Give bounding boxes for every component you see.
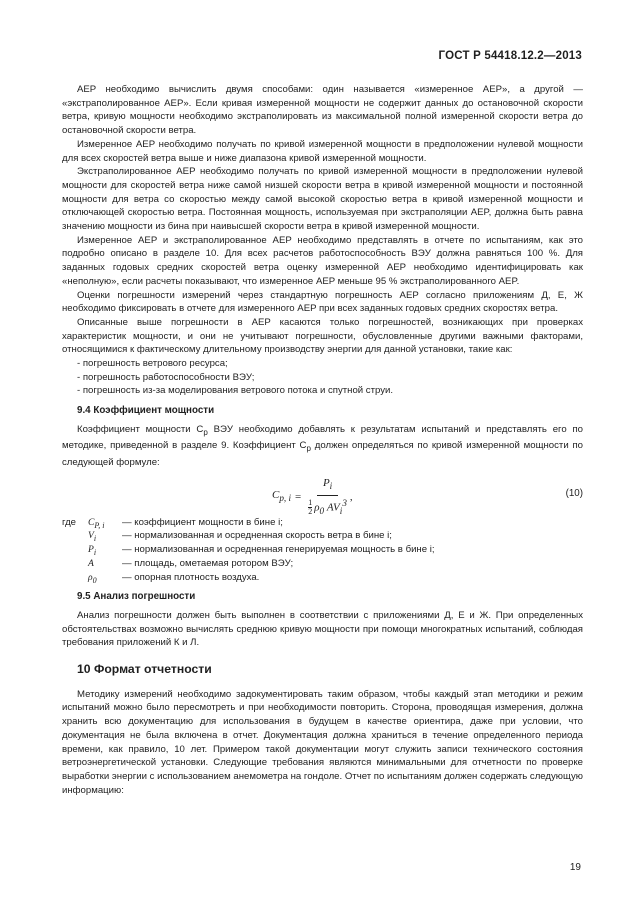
legend-row: $V_i$ — нормализованная и осредненная скорость ветра в бине i; (88, 530, 392, 544)
list-item: - погрешность из-за моделирования ветрового потока и спутной струи. (77, 385, 394, 397)
document-header: ГОСТ Р 54418.12.2—2013 (438, 50, 582, 62)
paragraph: Оценки погрешности измерений через стандартную погрешность AEP согласно приложениям Д, Е, Ж необходимо фиксировать в отчете для измеренного AEP при всех заданных годовых средних скоростях ветра. (62, 289, 583, 315)
paragraph-power-coefficient: Коэффициент мощности $C_p$ ВЭУ необходимо добавлять к результатам испытаний и представлять его по методике, приведенной в разделе 9. Коэффициент $C_p$ должен определяться по кривой измеренной мощности по следующей формуле: (62, 423, 584, 469)
formula-10 (62, 476, 583, 517)
legend-row: $\rho_0$ — опорная плотность воздуха. (88, 571, 260, 585)
equation-number: (10) (565, 487, 583, 499)
list-item: - погрешность работоспособности ВЭУ; (77, 371, 255, 383)
formula-expression: $C_{p, i}$ = $P_i$ $\frac{1}{2}$ $\rho_0$ $AV_i^3$ , (272, 476, 353, 517)
legend-row: $P_i$ — нормализованная и осредненная генерируемая мощность в бине i; (88, 544, 435, 558)
paragraph: Экстраполированное AEP необходимо получать по кривой измеренной мощности в предположении нулевой мощности для скоростей ветра ниже самой низшей скорости ветра в кривой измеренной мощности и постоянной мощности для ветра со скоростью между самой высокой скоростью ветра в кривой измеренной мощности и отключающей скоростью ветра. Постоянная мощность, используемая при экстраполяции AEP, должна быть равна значению мощности из бина при наивысшей скорости ветра в кривой измеренной мощности. (62, 166, 583, 233)
paragraph: Описанные выше погрешности в AEP касаются только погрешностей, возникающих при проверках характеристик мощности, и они не учитывают погрешности, обусловленные другими важными факторами, относящимися к фактическому длительному производству энергии для данной установки, такие как: (62, 316, 583, 356)
section-heading-10: 10 Формат отчетности (77, 662, 212, 677)
paragraph: Анализ погрешности должен быть выполнен в соответствии с приложениями Д, Е и Ж. При определенных обстоятельствах возможно вычислять среднюю кривую мощности при помощи многократных испытаний, соблюдая требования приложений К и Л. (62, 609, 583, 649)
list-item: - погрешность ветрового ресурса; (77, 358, 228, 370)
paragraph: AEP необходимо вычислить двумя способами: один называется «измеренное AEP», а другой — «экстраполированное AEP». Если кривая измеренной мощности не содержит данных до остановочной скорости ветра, кривую мощности необходимо экстраполировать из максимальной полной измеренной скорости ветра до остановочной скорости ветра. (62, 84, 583, 137)
section-heading-9-5: 9.5 Анализ погрешности (77, 591, 196, 603)
paragraph: Измеренное AEP и экстраполированное AEP необходимо представлять в отчете по испытаниям, как это подробно описано в разделе 10. Для всех расчетов работоспособность ВЭУ должна равняться 100 %. Для заданных годовых средних скоростей ветра оценку измеренной AEP необходимо идентифицировать как «неполную», если расчеты показывают, что измеренное AEP меньше 95 % экстраполированного AEP. (62, 234, 583, 287)
formula-fraction: $P_i$ $\frac{1}{2}$ $\rho_0$ $AV_i^3$ (308, 476, 347, 517)
page-number: 19 (569, 862, 581, 873)
paragraph: Методику измерений необходимо задокументировать таким образом, чтобы каждый этап методики и режим испытаний можно было пересмотреть и при необходимости повторить. Сторона, проводящая измерения, должна хранить всю документацию для использования в будущем в качестве ориентира, даже при условии, что документация не была включена в отчет. Документация должна храниться в течение определенного периода времени, как правило, 10 лет. Примером такой документации могут служить записи технического состояния ветроэнергетической установки. Следующие требования являются минимальными для отчетности по проверке выработки энергии с использованием анемометра на гондоле. Отчет по испытаниям должен содержать следующую информацию: (62, 688, 583, 796)
section-heading-9-4: 9.4 Коэффициент мощности (77, 405, 215, 417)
page-content (62, 83, 583, 797)
legend-row: где $C_{P, i}$ — коэффициент мощности в бине i; (62, 516, 283, 530)
symbol-legend (62, 516, 583, 584)
legend-row: A — площадь, ометаемая ротором ВЭУ; (88, 557, 294, 569)
paragraph: Измеренное AEP необходимо получать по кривой измеренной мощности в предположении нулевой мощности для всех скоростей ветра выше и ниже диапазона кривой измеренной мощности. (62, 138, 583, 164)
